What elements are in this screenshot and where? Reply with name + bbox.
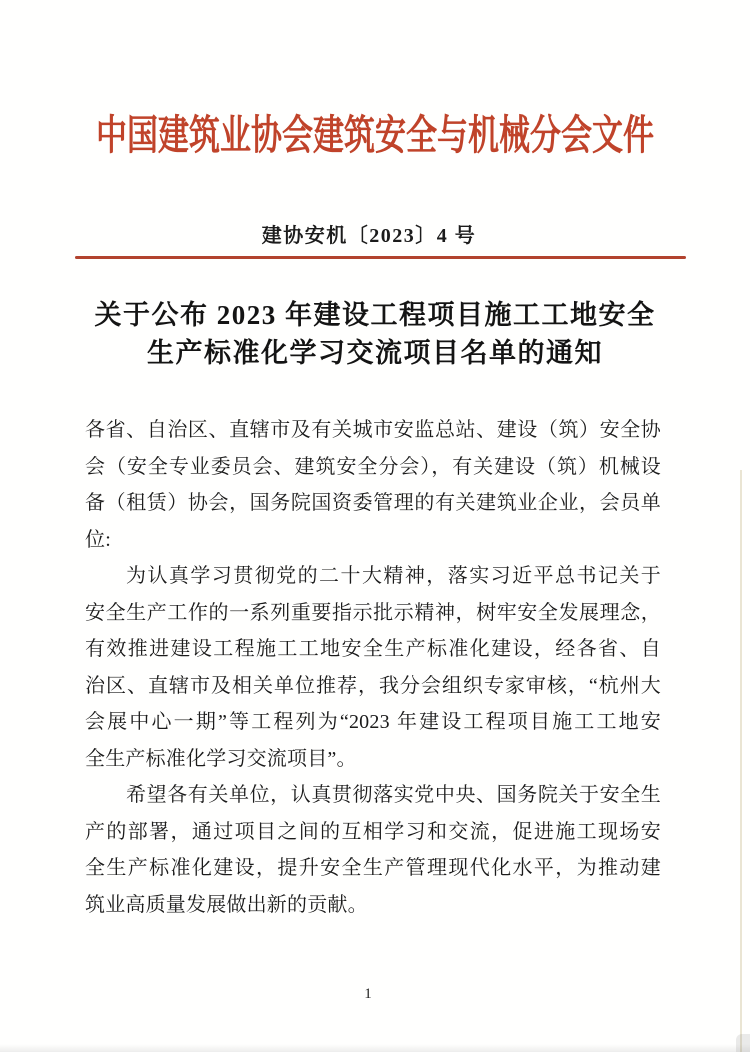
document-title: [40, 296, 710, 372]
document-title-line1: 关于公布 2023 年建设工程项目施工工地安全: [94, 300, 656, 330]
body-line: 全生产标准化建设，提升安全生产管理现代化水平，为推动建: [85, 857, 661, 879]
body-line: 有效推进建设工程施工工地安全生产标准化建设，经各省、自: [85, 638, 661, 660]
red-header-title: 中国建筑业协会建筑安全与机械分会文件: [96, 112, 654, 159]
document-body: [85, 412, 661, 923]
red-divider-line: [75, 256, 686, 259]
page-number: 1: [364, 986, 372, 1002]
body-line: 各省、自治区、直辖市及有关城市安监总站、建设（筑）安全协: [85, 419, 661, 441]
body-line: 全生产标准化学习交流项目”。: [85, 747, 357, 770]
body-line: 会（安全专业委员会、建筑安全分会），有关建设（筑）机械设: [85, 455, 661, 478]
body-paragraph-expectation: [85, 777, 661, 923]
addressee-paragraph: [85, 412, 661, 558]
body-paragraph-announcement: [85, 558, 661, 777]
body-line: 为认真学习贯彻党的二十大精神，落实习近平总书记关于: [126, 565, 661, 587]
body-line: 会展中心一期”等工程列为“2023 年建设工程项目施工工地安: [85, 711, 661, 733]
body-line: 希望各有关单位，认真贯彻落实党中央、国务院关于安全生: [126, 784, 661, 806]
doc-number: 建协安机〔2023〕4 号: [261, 225, 477, 247]
body-line: 位:: [85, 528, 111, 551]
body-line: 安全生产工作的一系列重要指示批示精神，树牢安全发展理念，: [85, 601, 661, 624]
scan-edge-bottom: [0, 1044, 750, 1052]
body-line: 治区、直辖市及相关单位推荐，我分会组织专家审核，“杭州大: [85, 674, 661, 697]
scan-edge-right: [740, 470, 742, 1052]
scan-edge-corner: [736, 1034, 750, 1052]
body-line: 筑业高质量发展做出新的贡献。: [85, 893, 368, 916]
body-line: 备（租赁）协会，国务院国资委管理的有关建筑业企业，会员单: [85, 492, 661, 514]
document-title-line2: 生产标准化学习交流项目名单的通知: [147, 338, 603, 368]
body-line: 产的部署，通过项目之间的互相学习和交流，促进施工现场安: [85, 820, 661, 843]
